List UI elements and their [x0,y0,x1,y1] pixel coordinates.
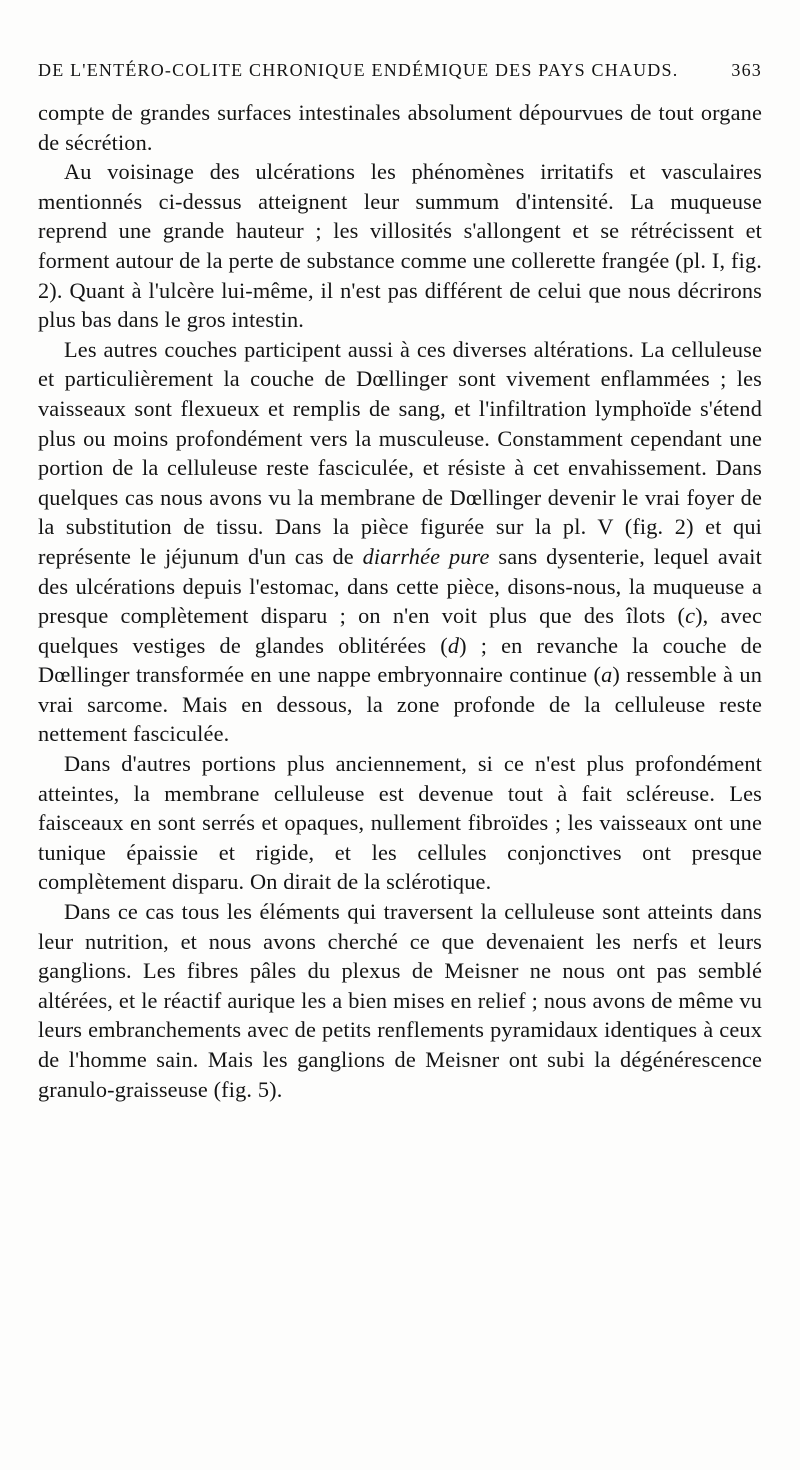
running-head [38,60,762,90]
paragraph-other-layers [38,335,762,749]
italic-term: diarrhée pure [362,543,490,569]
figure-letter: a [601,662,613,688]
text-run: ) ressemble à un vrai sarcome. Mais en dessous, la zone profonde de la celluleuse reste nettement fasciculée. [38,662,762,747]
figure-letter: c [685,603,696,629]
text-run: Dans d'autres portions plus anciennement, si ce n'est plus profondément atteintes, la membrane celluleuse est devenue tout à fait scléreuse. Les faisceaux en sont serrés et opaques, nullement fibroïdes ; les vaisseaux ont une tunique épaissie et rigide, et les cellules conjonctives ont presque complètement disparu. On dirait de la sclérotique. [38,751,762,895]
figure-letter: d [447,632,460,658]
text-run: compte de grandes surfaces intestinales absolument dépourvues de tout organe de sécrétion. [38,100,762,155]
paragraph-continuation [38,98,762,157]
text-run: Au voisinage des ulcérations les phénomènes irritatifs et vasculaires mentionnés ci-dessus atteignent leur summum d'intensité. La muqueuse reprend une grande hauteur ; les villosités s'allongent et se rétrécissent et forment autour de la perte de substance comme une collerette frangée (pl. I, fig. 2). Quant à l'ulcère lui-même, il n'est pas différent de celui que nous décrirons plus bas dans le gros intestin. [38,159,762,333]
text-run: Les autres couches participent aussi à ces diverses altérations. La celluleuse et particulièrement la couche de Dœllinger sont vivement enflammées ; les vaisseaux sont flexueux et remplis de sang, et l'infiltration lymphoïde s'étend plus ou moins profondément vers la musculeuse. Constamment cependant une portion de la celluleuse reste fasciculée, et résiste à cet envahissement. Dans quelques cas nous avons vu la membrane de Dœllinger devenir le vrai foyer de la substitution de tissu. Dans la pièce figurée sur la pl. V (fig. 2) et qui représente le jéjunum d'un cas de [38,336,762,569]
text-run: ) ; en revanche la couche de Dœllinger transformée en une nappe embryonnaire continue ( [38,632,762,688]
text-run: ), avec quelques vestiges de glandes oblitérées ( [38,603,762,658]
paragraph-ulcerations [38,157,762,335]
paragraph-nerves [38,897,762,1104]
text-run: Dans ce cas tous les éléments qui traversent la celluleuse sont atteints dans leur nutrition, et nous avons cherché ce que devenaient les nerfs et leurs ganglions. Les fibres pâles du plexus de Meisner ne nous ont pas semblé altérées, et le réactif aurique les a bien mises en relief ; nous avons de même vu leurs embranchements avec de petits renflements pyramidaux identiques à ceux de l'homme sain. Mais les ganglions de Meisner ont subi la dégénérescence granulo-graisseuse (fig. 5). [38,899,762,1102]
text-run: sans dysenterie, lequel avait des ulcérations depuis l'estomac, dans cette pièce, disons-nous, la muqueuse a presque complètement disparu ; on n'en voit plus que des îlots ( [38,543,762,629]
paragraph-sclerosis [38,749,762,897]
page-number: 363 [731,60,762,80]
body-text [38,98,762,1104]
running-title: DE L'ENTÉRO-COLITE CHRONIQUE ENDÉMIQUE DES PAYS CHAUDS. [38,60,679,80]
